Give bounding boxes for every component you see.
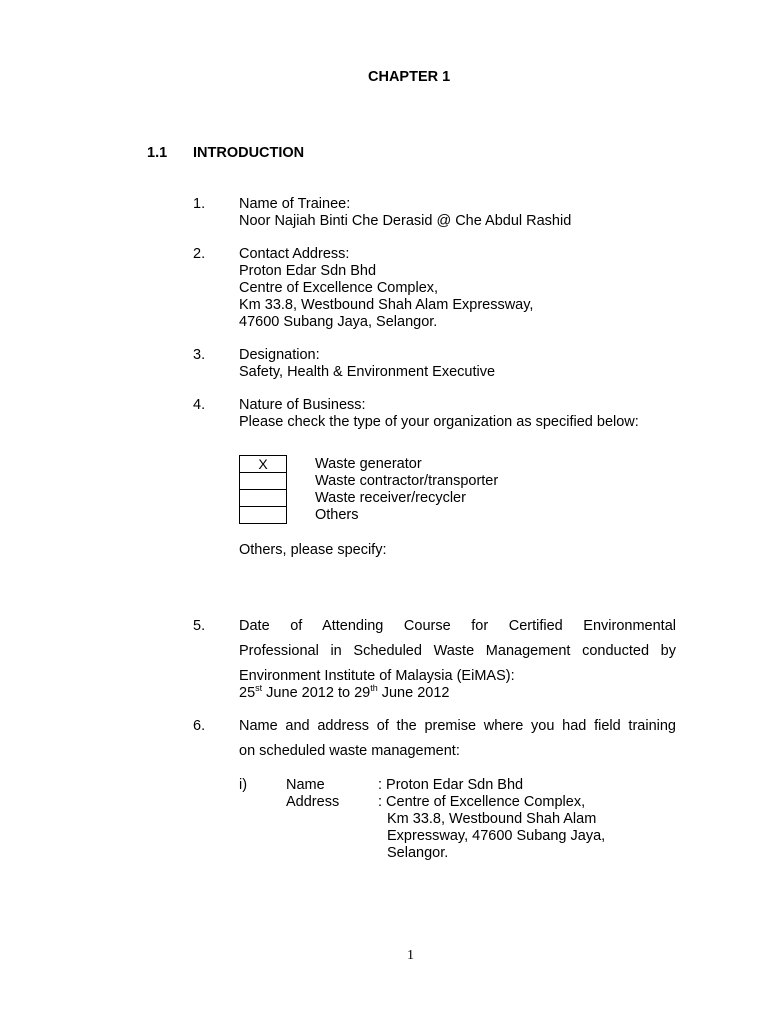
course-text-line: Professional in Scheduled Waste Management conducted by — [239, 643, 676, 659]
course-text-line: Environment Institute of Malaysia (EiMAS): — [239, 668, 515, 684]
premise-address-line: : Centre of Excellence Complex, — [378, 794, 586, 810]
trainee-label: Name of Trainee: — [239, 196, 351, 212]
date-end-suffix: th — [370, 683, 378, 694]
org-type-checkbox[interactable] — [240, 473, 287, 490]
course-text-line: Date of Attending Course for Certified Environmental — [239, 618, 676, 634]
address-line: 47600 Subang Jaya, Selangor. — [239, 314, 438, 330]
item-number: 6. — [193, 718, 206, 734]
org-type-label: Waste contractor/transporter — [315, 473, 499, 489]
designation-value: Safety, Health & Environment Executive — [239, 364, 496, 380]
item-number: 4. — [193, 397, 206, 413]
premise-address-label: Address — [286, 794, 340, 810]
contact-address-label: Contact Address: — [239, 246, 350, 262]
premise-text-line: Name and address of the premise where you had field training — [239, 718, 676, 734]
address-line: Centre of Excellence Complex, — [239, 280, 439, 296]
item-number: 5. — [193, 618, 206, 634]
page-number: 1 — [407, 948, 414, 963]
org-type-label: Others — [315, 507, 359, 523]
org-type-checkboxes — [239, 455, 287, 524]
premise-text-line: on scheduled waste management: — [239, 743, 460, 759]
premise-address-line: Expressway, 47600 Subang Jaya, — [387, 828, 606, 844]
section-title: INTRODUCTION — [193, 145, 305, 161]
premise-address-line: Km 33.8, Westbound Shah Alam — [387, 811, 597, 827]
course-dates — [239, 685, 449, 702]
nature-of-business-instruction: Please check the type of your organization as specified below: — [239, 414, 639, 430]
premise-name-value: : Proton Edar Sdn Bhd — [378, 777, 524, 793]
others-specify-label: Others, please specify: — [239, 542, 387, 558]
section-number: 1.1 — [147, 145, 168, 161]
premise-address-line: Selangor. — [387, 845, 449, 861]
item-number: 3. — [193, 347, 206, 363]
org-type-label: Waste generator — [315, 456, 422, 472]
item-number: 2. — [193, 246, 206, 262]
org-type-checkbox[interactable] — [240, 490, 287, 507]
premise-name-label: Name — [286, 777, 325, 793]
date-start-day: 25 — [239, 685, 256, 701]
org-type-checkbox[interactable] — [240, 507, 287, 524]
chapter-title: CHAPTER 1 — [368, 69, 451, 85]
address-line: Km 33.8, Westbound Shah Alam Expressway, — [239, 297, 534, 313]
org-type-label: Waste receiver/recycler — [315, 490, 466, 506]
org-type-checkbox[interactable]: X — [240, 456, 287, 473]
trainee-name: Noor Najiah Binti Che Derasid @ Che Abdul Rashid — [239, 213, 572, 229]
address-line: Proton Edar Sdn Bhd — [239, 263, 377, 279]
designation-label: Designation: — [239, 347, 320, 363]
item-number: 1. — [193, 196, 206, 212]
premise-index: i) — [239, 777, 248, 793]
date-middle: June 2012 to 29 — [262, 685, 371, 701]
date-start-suffix: st — [255, 683, 263, 694]
date-end: June 2012 — [377, 685, 450, 701]
nature-of-business-label: Nature of Business: — [239, 397, 366, 413]
